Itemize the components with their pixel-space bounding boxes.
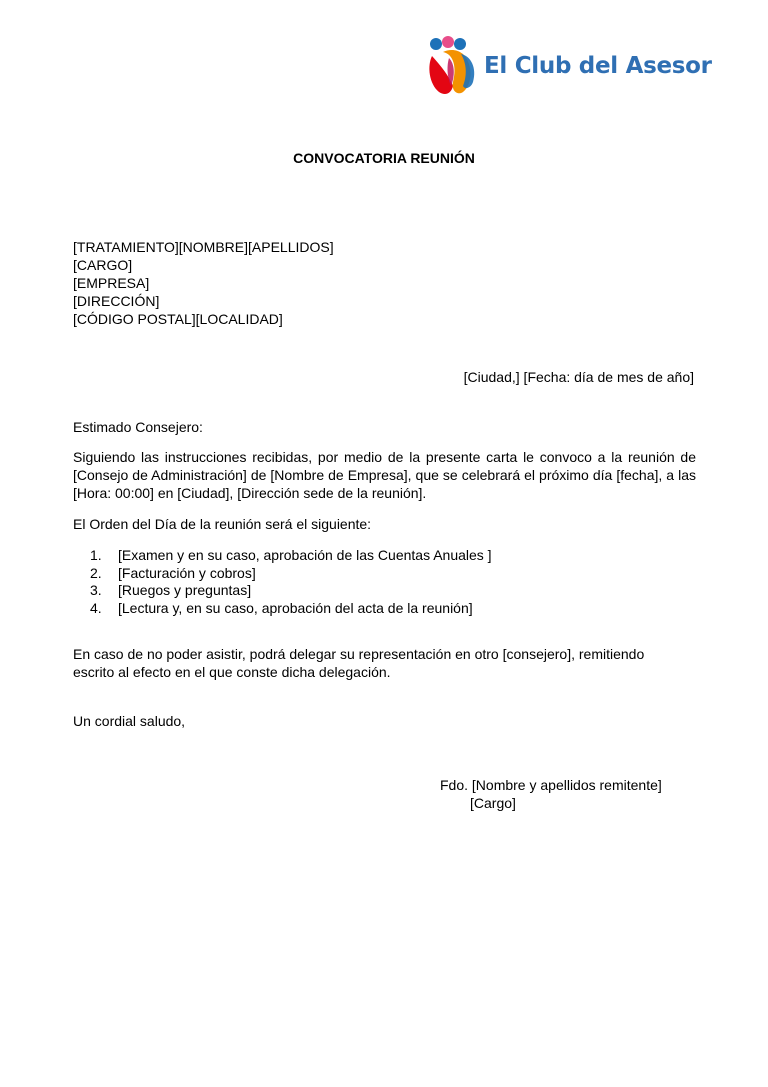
closing: Un cordial saludo, xyxy=(73,713,186,729)
body-paragraph: Siguiendo las instrucciones recibidas, por medio de la presente carta le convoco a la reunión de [Consejo de Administración] de [Nombre de Empresa], que se celebrará el próximo día [fecha], a las [Hora: 00:00] en [Ciudad], [Dirección sede de la reunión]. xyxy=(73,449,696,501)
document-title: CONVOCATORIA REUNIÓN xyxy=(293,150,475,166)
date-line: [Ciudad,] [Fecha: día de mes de año] xyxy=(463,369,694,385)
address-line: [EMPRESA] xyxy=(73,275,150,291)
signature-role: [Cargo] xyxy=(470,795,516,811)
agenda-item xyxy=(90,599,492,617)
agenda-item xyxy=(90,564,492,582)
agenda-item-number: 3. xyxy=(90,582,102,598)
agenda-item-text: [Ruegos y preguntas] xyxy=(118,582,252,598)
agenda-item-number: 1. xyxy=(90,547,102,563)
agenda-item-text: [Facturación y cobros] xyxy=(118,564,256,581)
agenda-list xyxy=(90,546,492,616)
delegation-paragraph: En caso de no poder asistir, podrá delegar su representación en otro [consejero], remitiendo escrito al efecto en el que conste dicha delegación. xyxy=(73,646,645,680)
address-line: [DIRECCIÓN] xyxy=(73,293,160,309)
agenda-item-number: 2. xyxy=(90,564,102,581)
club-logo-icon xyxy=(427,36,479,98)
logo-text: El Club del Asesor xyxy=(484,53,712,79)
address-line: [CÓDIGO POSTAL][LOCALIDAD] xyxy=(73,311,283,327)
agenda-item-text: [Lectura y, en su caso, aprobación del acta de la reunión] xyxy=(118,599,473,616)
greeting: Estimado Consejero: xyxy=(73,419,203,435)
agenda-item-text: [Examen y en su caso, aprobación de las Cuentas Anuales ] xyxy=(118,547,492,563)
agenda-intro: El Orden del Día de la reunión será el siguiente: xyxy=(73,516,372,532)
recipient-address xyxy=(73,238,334,328)
signature-block xyxy=(440,776,662,812)
agenda-item xyxy=(90,581,492,599)
address-line: [CARGO] xyxy=(73,257,133,273)
signature-name: Fdo. [Nombre y apellidos remitente] xyxy=(440,777,662,793)
brand-logo xyxy=(427,36,712,98)
agenda-item xyxy=(90,546,492,564)
agenda-item-number: 4. xyxy=(90,599,102,616)
address-line: [TRATAMIENTO][NOMBRE][APELLIDOS] xyxy=(73,239,334,255)
